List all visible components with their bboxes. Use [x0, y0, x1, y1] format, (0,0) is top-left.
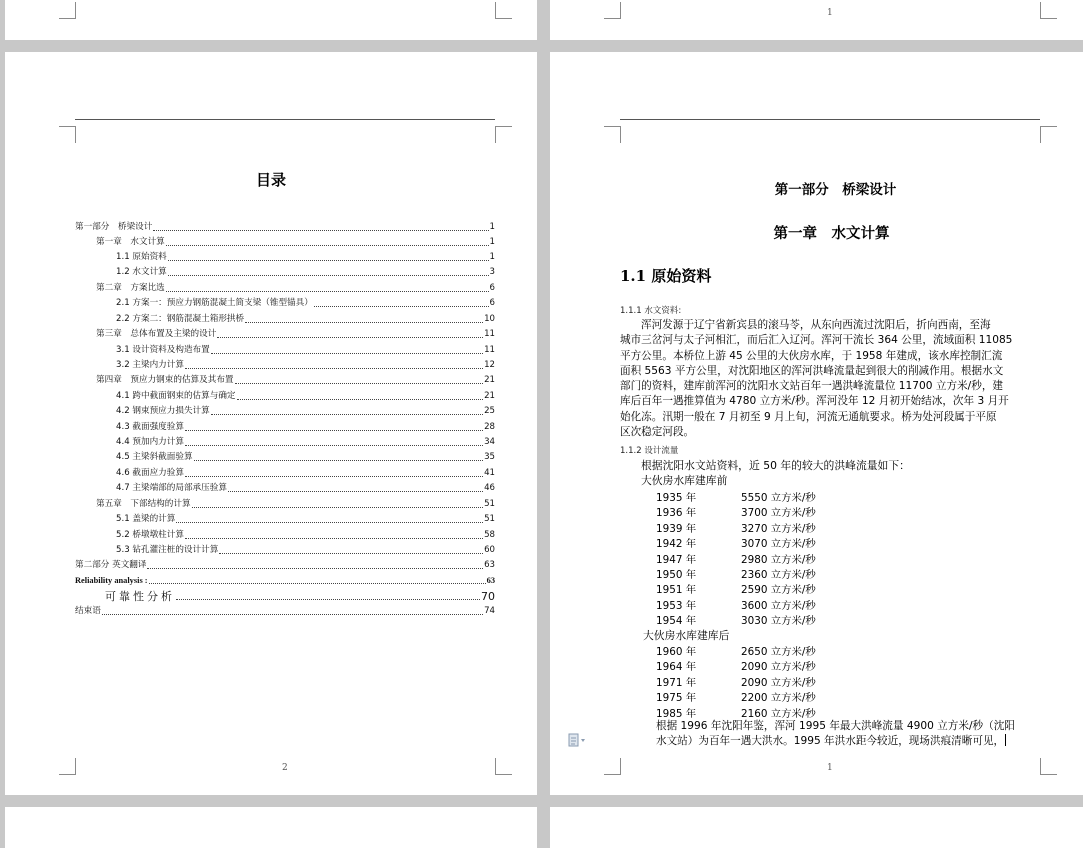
toc-entry[interactable]: [75, 221, 495, 234]
margin-corner-mark: [495, 758, 512, 775]
toc-leader: [245, 322, 483, 323]
toc-entry[interactable]: [116, 451, 495, 464]
flow-year: 1936 年: [656, 507, 697, 519]
toc-entry-text: 4.6 截面应力验算: [116, 468, 184, 478]
toc-entry[interactable]: [75, 590, 495, 603]
margin-corner-mark: [1040, 126, 1057, 143]
toc-entry-text: 第三章 总体布置及主梁的设计: [96, 329, 217, 339]
paragraph-line: 面积 5563 平方公里，对沈阳地区的浑河洪峰流量起到很大的削减作用。根据水文: [620, 364, 1004, 377]
toc-entry-page: 21: [484, 391, 495, 401]
toc-entry-page: 51: [484, 499, 495, 509]
paragraph-line: 区次稳定河段。: [620, 426, 695, 439]
toc-leader: [102, 614, 483, 615]
toc-leader: [219, 553, 483, 554]
toc-entry-text: 3.2 主梁内力计算: [116, 360, 184, 370]
toc-entry-page: 70: [481, 590, 495, 603]
flow-year: 1942 年: [656, 538, 697, 550]
page-bottom-right: [550, 807, 1083, 848]
toc-entry-page: 58: [484, 530, 495, 540]
toc-entry-text: 5.2 桥墩墩柱计算: [116, 530, 184, 540]
toc-leader: [217, 337, 483, 338]
toc-entry-page: 1: [489, 252, 495, 262]
toc-entry-text: Reliability analysis :: [75, 576, 148, 585]
flow-value: 2650 立方米/秒: [741, 646, 816, 658]
chapter-title: 第一章 水文计算: [773, 225, 890, 242]
margin-corner-mark: [59, 758, 76, 775]
flow-value: 5550 立方米/秒: [741, 492, 816, 504]
toc-entry-page: 11: [484, 345, 495, 355]
toc-leader: [194, 460, 484, 461]
toc-entry-text: 4.1 跨中截面钢束的估算与确定: [116, 391, 236, 401]
margin-corner-mark: [604, 2, 621, 19]
toc-leader: [185, 445, 483, 446]
toc-entry-text: 第一章 水文计算: [96, 237, 165, 247]
toc-entry[interactable]: [116, 359, 495, 372]
toc-leader: [228, 491, 483, 492]
flow-intro: 根据沈阳水文站资料，近 50 年的较大的洪峰流量如下：: [641, 459, 910, 472]
toc-entry[interactable]: [116, 529, 495, 542]
toc-entry-text: 可靠性分析: [105, 590, 175, 603]
toc-leader: [149, 583, 486, 584]
subsection-label: 1.1.1 水文资料:: [620, 306, 682, 316]
flow-year: 1939 年: [656, 523, 697, 535]
toc-leader: [211, 414, 483, 415]
toc-leader: [237, 399, 484, 400]
toc-leader: [235, 383, 484, 384]
flow-value: 2160 立方米/秒: [741, 708, 816, 720]
subsection-label: 1.1.2 设计流量: [620, 446, 679, 456]
toc-entry[interactable]: [116, 266, 495, 279]
toc-entry[interactable]: [96, 498, 495, 511]
toc-leader: [176, 599, 480, 600]
page-body: [550, 52, 1083, 795]
toc-entry-page: 51: [484, 514, 495, 524]
paragraph-line: 浑河发源于辽宁省新宾县的滚马苓，从东向西流过沈阳后，折向西南，至海: [641, 319, 991, 331]
flow-year: 1951 年: [656, 584, 697, 596]
toc-entry[interactable]: [116, 544, 495, 557]
toc-entry-text: 第一部分 桥梁设计: [75, 222, 153, 232]
toc-entry-page: 1: [489, 237, 495, 247]
toc-entry-page: 34: [484, 437, 495, 447]
margin-corner-mark: [495, 126, 512, 143]
flow-value: 2090 立方米/秒: [741, 661, 816, 673]
toc-entry-page: 41: [484, 468, 495, 478]
toc-entry[interactable]: [116, 297, 495, 310]
toc-entry[interactable]: [116, 436, 495, 449]
after-reservoir-label: 大伙房水库建库后: [643, 629, 730, 642]
toc-entry-page: 60: [484, 545, 495, 555]
section-title: 1.1 原始资料: [620, 267, 712, 285]
flow-value: 3070 立方米/秒: [741, 538, 816, 550]
toc-entry-text: 1.2 水文计算: [116, 267, 167, 277]
flow-value: 3030 立方米/秒: [741, 615, 816, 627]
toc-leader: [185, 368, 483, 369]
toc-entry-page: 3: [489, 267, 495, 277]
toc-entry-text: 5.1 盖梁的计算: [116, 514, 176, 524]
flow-value: 3600 立方米/秒: [741, 600, 816, 612]
flow-year: 1953 年: [656, 600, 697, 612]
toc-entry[interactable]: [116, 421, 495, 434]
part-title: 第一部分 桥梁设计: [774, 182, 897, 198]
toc-leader: [176, 522, 483, 523]
toc-entry-text: 第二章 方案比选: [96, 283, 165, 293]
toc-entry-page: 21: [484, 375, 495, 385]
toc-entry-page: 1: [489, 222, 495, 232]
toc-entry-text: 第二部分 英文翻译: [75, 560, 147, 570]
toc-entry-page: 35: [484, 452, 495, 462]
toc-entry[interactable]: [116, 344, 495, 357]
margin-corner-mark: [604, 126, 621, 143]
toc-entry-page: 6: [489, 298, 495, 308]
toc-entry-text: 3.1 设计资料及构造布置: [116, 345, 210, 355]
toc-entry-page: 6: [489, 283, 495, 293]
toc-entry[interactable]: [96, 374, 495, 387]
toc-entry[interactable]: [75, 574, 495, 587]
paragraph-line: 始化冻。汛期一般在 7 月初至 9 月上旬，河流无通航要求。桥为处河段属于平原: [620, 410, 997, 423]
paragraph-hydrology: [620, 318, 1036, 440]
paragraph-line: 部门的资料，建库前浑河的沈阳水文站百年一遇洪峰流量位 11700 立方米/秒，建: [620, 380, 1004, 393]
toc-entry-page: 63: [484, 560, 495, 570]
toc-entry[interactable]: [75, 559, 495, 572]
toc-leader: [153, 230, 488, 231]
paragraph-line: [656, 734, 1036, 749]
flow-value: 2200 立方米/秒: [741, 692, 816, 704]
paragraph-line: 根据 1996 年沈阳年鉴，浑河 1995 年最大洪峰流量 4900 立方米/秒（沈阳: [656, 720, 1015, 732]
flow-value: 2980 立方米/秒: [741, 554, 816, 566]
page-number: 1: [827, 8, 833, 18]
toc-entry-page: 28: [484, 422, 495, 432]
toc-entry[interactable]: [116, 313, 495, 326]
paragraph-closing: [656, 719, 1036, 750]
toc-entry-page: 74: [484, 606, 495, 616]
flow-value: 3700 立方米/秒: [741, 507, 816, 519]
flow-year: 1947 年: [656, 554, 697, 566]
toc-entry[interactable]: [116, 251, 495, 264]
flow-year: 1950 年: [656, 569, 697, 581]
paragraph-line: 平方公里。本桥位上游 45 公里的大伙房水库，于 1958 年建成，该水库控制汇流: [620, 349, 1003, 362]
toc-entry-text: 4.5 主梁斜截面验算: [116, 452, 193, 462]
header-rule: [75, 119, 495, 120]
margin-corner-mark: [1040, 758, 1057, 775]
toc-entry-text: 2.2 方案二：钢筋混凝土箱形拱桥: [116, 314, 245, 324]
before-reservoir-label: 大伙房水库建库前: [641, 474, 728, 487]
paste-options-icon[interactable]: [568, 733, 586, 747]
toc-entry-text: 结束语: [75, 606, 101, 616]
page-top-right: [550, 0, 1083, 40]
toc-leader: [147, 568, 483, 569]
margin-corner-mark: [495, 2, 512, 19]
toc-entry-text: 4.2 钢束预应力损失计算: [116, 406, 210, 416]
flow-value: 2590 立方米/秒: [741, 584, 816, 596]
toc-entry[interactable]: [116, 390, 495, 403]
toc-entry-text: 4.3 截面强度验算: [116, 422, 184, 432]
toc-leader: [168, 260, 489, 261]
toc-leader: [211, 353, 483, 354]
flow-value: 2360 立方米/秒: [741, 569, 816, 581]
toc-entry[interactable]: [75, 605, 495, 618]
paragraph-line-text: 水文站）为百年一遇大洪水。1995 年洪水距今较近，现场洪痕清晰可见，: [656, 735, 1005, 748]
flow-value: 3270 立方米/秒: [741, 523, 816, 535]
toc-entry[interactable]: [96, 236, 495, 249]
toc-entry-page: 11: [484, 329, 495, 339]
page-number: 1: [827, 763, 833, 773]
toc-entry-text: 4.7 主梁端部的局部承压验算: [116, 483, 227, 493]
toc-leader: [192, 507, 484, 508]
toc-leader: [166, 291, 489, 292]
toc-entry-page: 12: [484, 360, 495, 370]
flow-year: 1975 年: [656, 692, 697, 704]
flow-year: 1964 年: [656, 661, 697, 673]
toc-entry-text: 第五章 下部结构的计算: [96, 499, 191, 509]
toc-entry-text: 4.4 预加内力计算: [116, 437, 184, 447]
header-rule: [620, 119, 1040, 120]
toc-entry[interactable]: [96, 282, 495, 295]
toc-entry-text: 5.3 钻孔灌注桩的设计计算: [116, 545, 219, 555]
toc-entry-page: 25: [484, 406, 495, 416]
toc-entry-text: 第四章 预应力钢束的估算及其布置: [96, 375, 234, 385]
toc-entry-page: 10: [484, 314, 495, 324]
page-number: 2: [282, 763, 288, 773]
toc-entry[interactable]: [96, 328, 495, 341]
flow-year: 1954 年: [656, 615, 697, 627]
page-toc: [5, 52, 537, 795]
toc-entry[interactable]: [116, 405, 495, 418]
toc-leader: [168, 275, 489, 276]
toc-leader: [314, 306, 489, 307]
flow-year: 1935 年: [656, 492, 697, 504]
paragraph-line: 城市三岔河与太子河相汇，而后汇入辽河。浑河干流长 364 公里，流域面积 11085: [620, 334, 1013, 347]
toc-title: 目录: [255, 171, 286, 189]
toc-entry[interactable]: [116, 482, 495, 495]
text-cursor: [1005, 734, 1006, 746]
margin-corner-mark: [59, 2, 76, 19]
toc-entry-text: 1.1 原始资料: [116, 252, 167, 262]
flow-year: 1985 年: [656, 708, 697, 720]
flow-value: 2090 立方米/秒: [741, 677, 816, 689]
toc-entry-text: 2.1 方案一：预应力钢筋混凝土简支梁（锥型锚具）: [116, 298, 313, 308]
toc-entry-page: 63: [486, 576, 495, 585]
flow-year: 1971 年: [656, 677, 697, 689]
page-bottom-left: [5, 807, 537, 848]
toc-entry[interactable]: [116, 467, 495, 480]
toc-entry[interactable]: [116, 513, 495, 526]
toc-leader: [185, 430, 483, 431]
toc-leader: [185, 538, 483, 539]
margin-corner-mark: [1040, 2, 1057, 19]
toc-leader: [185, 476, 483, 477]
flow-year: 1960 年: [656, 646, 697, 658]
margin-corner-mark: [59, 126, 76, 143]
paragraph-line: 库后百年一遇推算值为 4780 立方米/秒。浑河没年 12 月初开始结冰，次年 3 月开: [620, 395, 1009, 408]
toc-entry-page: 46: [484, 483, 495, 493]
toc-leader: [166, 245, 489, 246]
margin-corner-mark: [604, 758, 621, 775]
page-top-left: [5, 0, 537, 40]
